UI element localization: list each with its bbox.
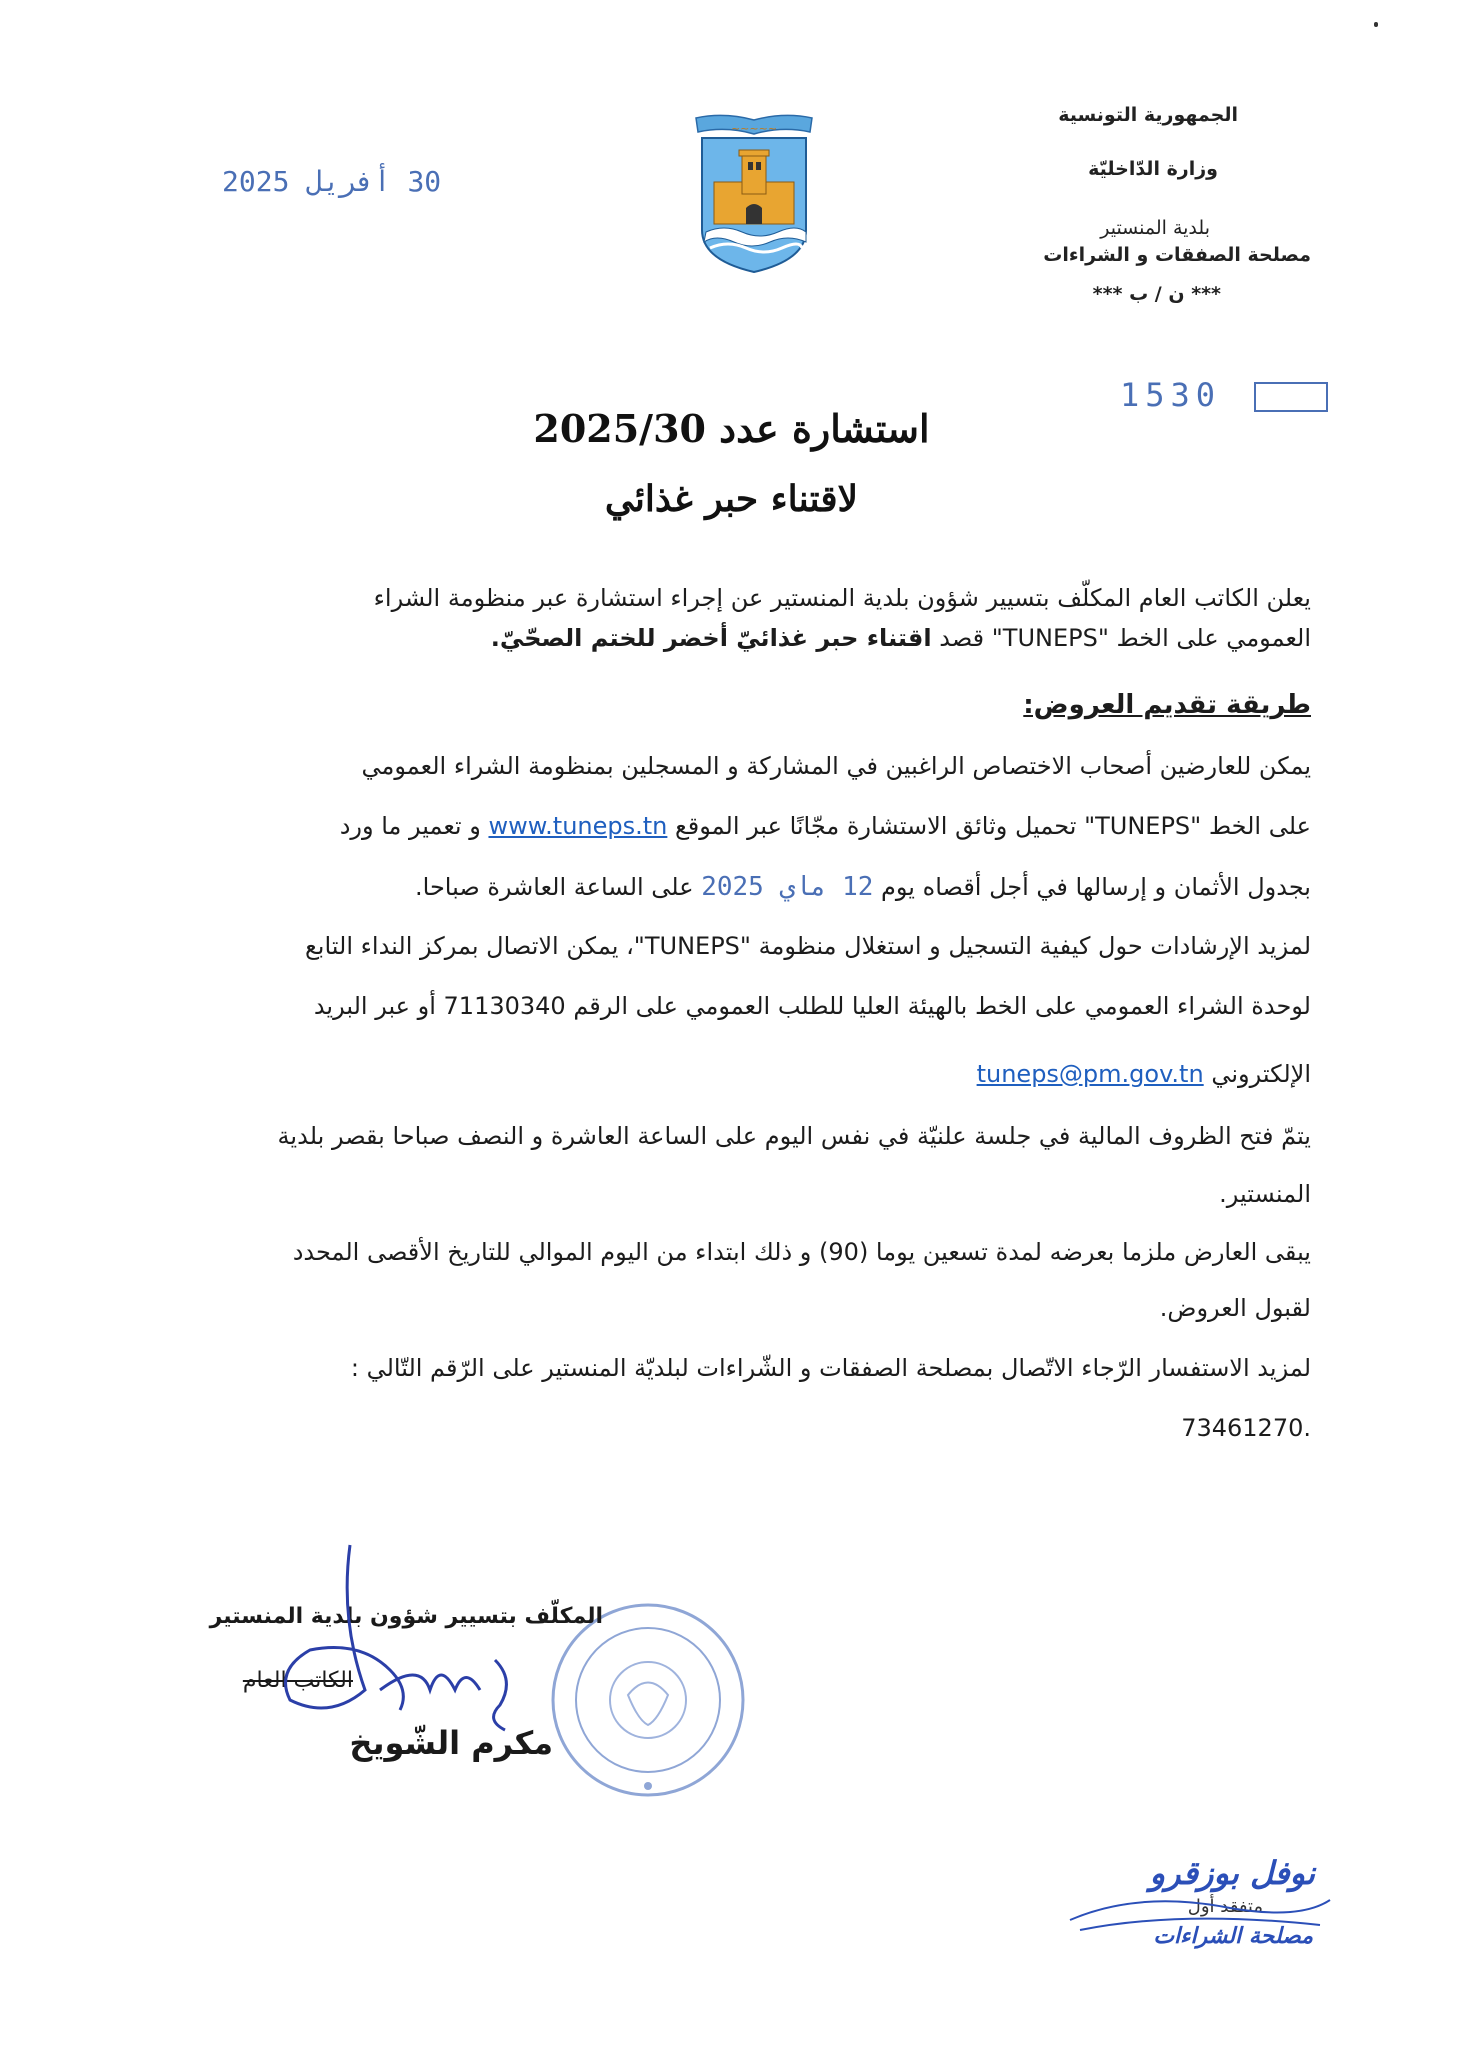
p1-line-2-text-b: و تعمير ما ورد bbox=[339, 812, 489, 840]
intro-line-1: يعلن الكاتب العام المكلّف بتسيير شؤون بلدية المنستير عن إجراء استشارة عبر منظومة الشراء bbox=[373, 584, 1311, 612]
p2-line-2: لوحدة الشراء العمومي على الخط بالهيئة العليا للطلب العمومي على الرقم 71130340 أو عبر البريد bbox=[313, 992, 1311, 1020]
consultation-subject: لاقتناء حبر غذائي bbox=[604, 478, 859, 520]
date-stamp: 30 أفريل 2025 bbox=[222, 165, 442, 198]
registration-number: 1530 bbox=[1120, 376, 1222, 414]
p1-line-3-text-a: بجدول الأثمان و إرسالها في أجل أقصاه يوم bbox=[873, 873, 1311, 901]
deadline-stamp: 12 ماي 2025 bbox=[701, 872, 874, 902]
p5-line-2: .73461270 bbox=[1181, 1414, 1311, 1442]
official-seal bbox=[548, 1600, 748, 1800]
header-republic: الجمهورية التونسية bbox=[1058, 104, 1238, 126]
p2-line-1: لمزيد الإرشادات حول كيفية التسجيل و استغلال منظومة "TUNEPS"، يمكن الاتصال بمركز النداء التابع bbox=[305, 932, 1311, 960]
p5-line-1: لمزيد الاستفسار الرّجاء الاتّصال بمصلحة الصفقات و الشّراءات لبلديّة المنستير على الرّقم التّالي : bbox=[350, 1354, 1311, 1382]
email-link[interactable]: tuneps@pm.gov.tn bbox=[976, 1060, 1204, 1088]
second-signature-title-2: مصلحة الشراءات bbox=[1153, 1924, 1313, 1949]
intro-line-2 bbox=[491, 624, 1311, 652]
second-scribble-icon bbox=[1060, 1880, 1340, 1940]
p3-line-2: المنستير. bbox=[1219, 1180, 1311, 1208]
p1-line-3 bbox=[415, 872, 1311, 902]
p1-line-1: يمكن للعارضين أصحاب الاختصاص الراغبين في المشاركة و المسجلين بمنظومة الشراء العمومي bbox=[361, 752, 1311, 780]
seal-icon bbox=[548, 1600, 748, 1800]
intro-line-2-text: العمومي على الخط "TUNEPS" قصد bbox=[931, 624, 1311, 652]
consultation-number: استشارة عدد 2025/30 bbox=[533, 406, 930, 451]
intro-subject-bold: اقتناء حبر غذائيّ أخضر للختم الصحّيّ. bbox=[490, 624, 932, 652]
second-signature-name: نوفل بوزقرو bbox=[1149, 1854, 1315, 1892]
p4-line-1: يبقى العارض ملزما بعرضه لمدة تسعين يوما (90) و ذلك ابتداء من اليوم الموالي للتاريخ الأقصى المحدد bbox=[292, 1238, 1311, 1266]
p1-line-2 bbox=[340, 812, 1311, 840]
header-reference: *** ن / ب *** bbox=[1092, 283, 1221, 305]
municipal-logo bbox=[684, 110, 824, 275]
header-department: مصلحة الصفقات و الشراءات bbox=[1043, 244, 1311, 266]
p1-line-3-text-b: على الساعة العاشرة صباحا. bbox=[415, 873, 702, 901]
p1-line-2-text-a: على الخط "TUNEPS" تحميل وثائق الاستشارة مجّانًا عبر الموقع bbox=[667, 812, 1311, 840]
header-ministry: وزارة الدّاخليّة bbox=[1088, 158, 1218, 180]
signature-scribble-icon bbox=[270, 1540, 570, 1770]
p3-line-1: يتمّ فتح الظروف المالية في جلسة علنيّة في نفس اليوم على الساعة العاشرة و النصف صباحا بقصر بلدية bbox=[277, 1122, 1311, 1150]
corner-mark bbox=[1374, 22, 1378, 27]
header-municipality: بلدية المنستير bbox=[1100, 217, 1210, 239]
signature-name: مكرم الشّويخ bbox=[349, 1724, 553, 1762]
section-heading: طريقة تقديم العروض: bbox=[1023, 690, 1311, 720]
monastir-crest-icon bbox=[684, 110, 824, 275]
handwritten-signature bbox=[270, 1540, 570, 1770]
svg-text:~~~~~: ~~~~~ bbox=[730, 122, 778, 135]
p2-line-3-text: الإلكتروني bbox=[1203, 1060, 1311, 1088]
p4-line-2: لقبول العروض. bbox=[1159, 1294, 1311, 1322]
website-link[interactable]: www.tuneps.tn bbox=[488, 812, 668, 840]
signature-role: المكلّف بتسيير شؤون بلدية المنستير bbox=[209, 1604, 603, 1629]
second-signature-scribble bbox=[1060, 1880, 1340, 1940]
p2-line-3 bbox=[977, 1060, 1311, 1088]
second-signature-title-1: متفقد أول bbox=[1187, 1896, 1263, 1917]
signature-title: الكاتب العام bbox=[242, 1668, 353, 1693]
